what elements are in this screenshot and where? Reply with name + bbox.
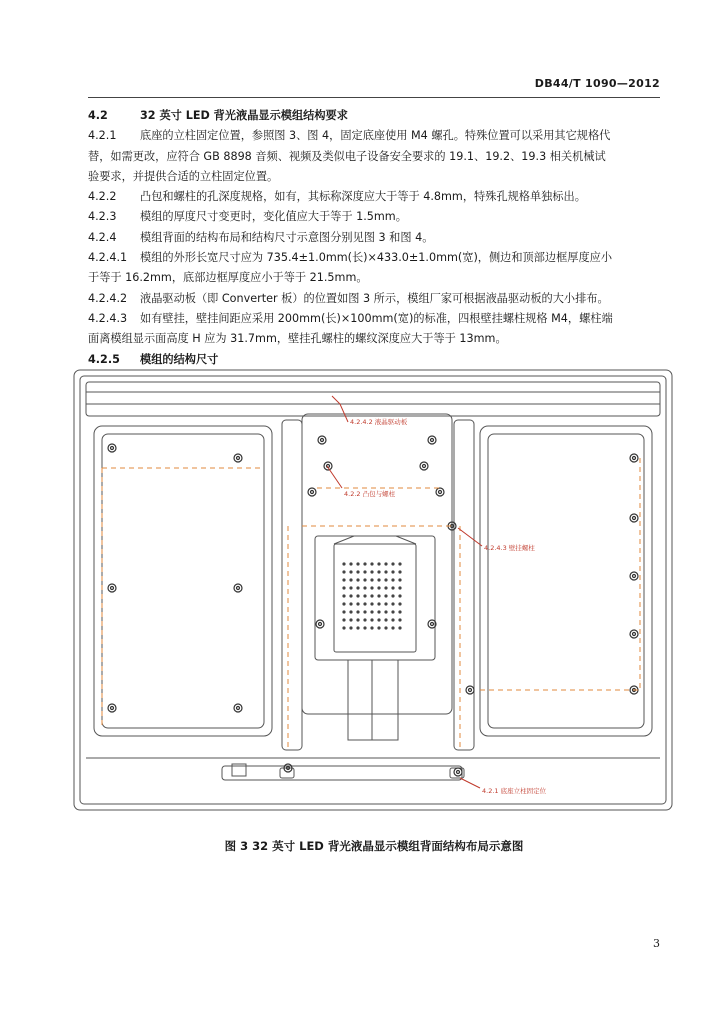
clause-text: 于等于 16.2mm，底部边框厚度应小于等于 21.5mm。 — [88, 271, 368, 285]
screw-core — [237, 587, 240, 590]
clause-number: 4.2.4.2 — [88, 291, 128, 305]
board-dot — [349, 610, 352, 613]
board-dot — [384, 610, 387, 613]
clause-text: 液晶驱动板（即 Converter 板）的位置如图 3 所示，模组厂家可根据液晶驱动板的大小排布。 — [140, 291, 609, 305]
board-dot — [349, 570, 352, 573]
screw-core — [111, 587, 114, 590]
board-dot — [342, 586, 345, 589]
screw-hole — [234, 454, 242, 462]
screw-hole — [436, 488, 444, 496]
converter-board — [315, 536, 435, 660]
screw-core — [633, 633, 636, 636]
board-dot — [398, 626, 401, 629]
body-line — [88, 309, 660, 329]
board-dot — [377, 618, 380, 621]
screw-hole — [454, 768, 462, 776]
label-wall-screw: 4.2.4.3 壁挂螺柱 — [484, 544, 535, 552]
screw-core — [457, 771, 460, 774]
board-dot — [370, 562, 373, 565]
clause-text: 凸包和螺柱的孔深度规格，如有，其标称深度应大于等于 4.8mm，特殊孔规格单独标出。 — [140, 190, 586, 204]
board-dot — [377, 594, 380, 597]
body-line — [88, 167, 660, 187]
screw-core — [633, 575, 636, 578]
screw-core — [423, 465, 426, 468]
board-dot — [342, 610, 345, 613]
module-outline — [74, 370, 672, 810]
board-dot — [398, 586, 401, 589]
board-dot — [384, 594, 387, 597]
board-dot — [342, 602, 345, 605]
clause-text: 面离模组显示面高度 H 应为 31.7mm，壁挂孔螺柱的螺纹深度应大于等于 13mm。 — [88, 332, 507, 346]
board-dot — [356, 578, 359, 581]
clause-number: 4.2.5 — [88, 352, 120, 366]
board-dot — [363, 610, 366, 613]
board-dot — [356, 610, 359, 613]
board-dot — [384, 602, 387, 605]
screw-hole — [308, 488, 316, 496]
board-dot — [377, 602, 380, 605]
section-heading — [88, 106, 660, 126]
board-dot — [391, 594, 394, 597]
board-dot — [391, 626, 394, 629]
screw-hole — [108, 444, 116, 452]
board-dot — [356, 602, 359, 605]
board-dot — [391, 610, 394, 613]
clause-text: 模组的结构尺寸 — [140, 352, 219, 366]
board-dot — [356, 618, 359, 621]
board-dot — [398, 618, 401, 621]
screw-hole — [630, 454, 638, 462]
screw-hole — [108, 584, 116, 592]
body-line — [88, 147, 660, 167]
board-dot — [391, 602, 394, 605]
board-dot — [356, 562, 359, 565]
board-dot — [370, 594, 373, 597]
clause-text: 模组的厚度尺寸变更时，变化值应大于等于 1.5mm。 — [140, 210, 407, 224]
board-dot — [398, 562, 401, 565]
board-dot — [342, 578, 345, 581]
screw-core — [237, 457, 240, 460]
left-panel — [94, 426, 272, 736]
board-dot — [349, 586, 352, 589]
screw-hole — [234, 584, 242, 592]
board-dot — [349, 594, 352, 597]
label-boss-screw: 4.2.2 凸包与螺柱 — [344, 490, 396, 498]
center-chassis — [302, 414, 452, 714]
board-dot — [363, 578, 366, 581]
board-dot — [370, 586, 373, 589]
board-dot — [384, 570, 387, 573]
board-dot — [349, 578, 352, 581]
board-dot — [356, 586, 359, 589]
section-heading — [88, 350, 660, 370]
board-dot — [363, 618, 366, 621]
screw-hole — [316, 620, 324, 628]
clause-number: 4.2.4.1 — [88, 251, 128, 265]
board-dot — [377, 610, 380, 613]
board-dot — [363, 586, 366, 589]
clause-number: 4.2.3 — [88, 210, 117, 224]
screw-core — [237, 707, 240, 710]
board-dot — [363, 562, 366, 565]
board-dot — [342, 562, 345, 565]
screw-core — [431, 623, 434, 626]
label-driver-board: 4.2.4.2 液晶驱动板 — [350, 418, 408, 426]
top-rail — [86, 382, 660, 416]
board-dot — [384, 618, 387, 621]
screw-core — [321, 439, 324, 442]
screw-hole — [108, 704, 116, 712]
clause-number: 4.2.4.3 — [88, 311, 128, 325]
board-dot — [370, 578, 373, 581]
board-dot — [377, 578, 380, 581]
screw-core — [111, 707, 114, 710]
board-dot — [398, 578, 401, 581]
board-dot — [349, 562, 352, 565]
board-dot — [377, 626, 380, 629]
screw-hole — [466, 686, 474, 694]
board-dot — [370, 570, 373, 573]
board-dot — [356, 594, 359, 597]
board-dot — [370, 626, 373, 629]
board-dot — [356, 626, 359, 629]
screw-core — [469, 689, 472, 692]
body-line — [88, 207, 660, 227]
board-dot — [356, 570, 359, 573]
body-line — [88, 248, 660, 268]
board-dot — [391, 586, 394, 589]
standard-number: DB44/T 1090—2012 — [534, 77, 660, 90]
clause-number: 4.2 — [88, 109, 108, 122]
board-dot — [398, 570, 401, 573]
board-dot — [370, 610, 373, 613]
board-dot — [370, 602, 373, 605]
screw-hole — [630, 572, 638, 580]
board-dot — [391, 570, 394, 573]
clause-text: 底座的立柱固定位置，参照图 3、图 4，固定底座使用 M4 螺孔。特殊位置可以采用其它规格代 — [140, 129, 611, 143]
board-dot — [363, 602, 366, 605]
board-dot — [391, 578, 394, 581]
screw-hole — [318, 436, 326, 444]
board-dot — [342, 626, 345, 629]
screw-core — [633, 457, 636, 460]
screw-hole — [428, 436, 436, 444]
body-line — [88, 289, 660, 309]
board-dot — [342, 618, 345, 621]
clause-text: 模组的外形长宽尺寸应为 735.4±1.0mm(长)×433.0±1.0mm(宽)，侧边和顶部边框厚度应小 — [140, 251, 613, 265]
board-dot — [384, 586, 387, 589]
board-dot — [398, 602, 401, 605]
header-rule — [88, 97, 660, 98]
label-stand-fix: 4.2.1 底座立柱固定位 — [482, 787, 547, 795]
board-dot — [363, 594, 366, 597]
document-body — [88, 106, 660, 370]
screw-hole — [630, 630, 638, 638]
clause-number: 4.2.1 — [88, 129, 117, 143]
board-dot — [391, 562, 394, 565]
board-dot — [349, 602, 352, 605]
board-dot — [384, 562, 387, 565]
clause-text: 32 英寸 LED 背光液晶显示模组结构要求 — [140, 109, 348, 122]
board-dot — [342, 570, 345, 573]
body-line — [88, 268, 660, 288]
board-dot — [349, 626, 352, 629]
screw-hole — [420, 462, 428, 470]
clause-text: 模组背面的结构布局和结构尺寸示意图分别见图 3 和图 4。 — [140, 230, 434, 244]
bottom-strip — [222, 766, 462, 780]
screw-core — [633, 517, 636, 520]
board-dot — [342, 594, 345, 597]
board-dot — [391, 618, 394, 621]
board-dot — [384, 626, 387, 629]
screw-core — [319, 623, 322, 626]
board-dot — [377, 562, 380, 565]
board-dot — [398, 610, 401, 613]
body-line — [88, 329, 660, 349]
board-dot — [377, 570, 380, 573]
clause-text: 如有壁挂，壁挂间距应采用 200mm(长)×100mm(宽)的标准，四根壁挂螺柱规格 M4，螺柱端 — [140, 311, 613, 325]
screw-core — [111, 447, 114, 450]
screw-hole — [324, 462, 332, 470]
body-line — [88, 228, 660, 248]
screw-core — [311, 491, 314, 494]
clause-number: 4.2.2 — [88, 190, 117, 204]
board-dot — [398, 594, 401, 597]
clause-number: 4.2.4 — [88, 230, 117, 244]
screw-core — [439, 491, 442, 494]
board-dot — [363, 570, 366, 573]
clause-text: 验要求，并提供合适的立柱固定位置。 — [88, 169, 279, 183]
body-line — [88, 187, 660, 207]
screw-core — [431, 439, 434, 442]
module-rear-diagram — [72, 368, 674, 815]
body-line — [88, 126, 660, 146]
screw-hole — [234, 704, 242, 712]
board-dot — [377, 586, 380, 589]
figure-caption: 图 3 32 英寸 LED 背光液晶显示模组背面结构布局示意图 — [224, 839, 524, 853]
clause-text: 替，如需更改，应符合 GB 8898 音频、视频及类似电子设备安全要求的 19.1、19.2、19.3 相关机械试 — [88, 149, 606, 163]
board-dot — [370, 618, 373, 621]
screw-hole — [630, 514, 638, 522]
board-dot — [363, 626, 366, 629]
page-number: 3 — [653, 937, 660, 950]
board-dot — [384, 578, 387, 581]
board-dot — [349, 618, 352, 621]
